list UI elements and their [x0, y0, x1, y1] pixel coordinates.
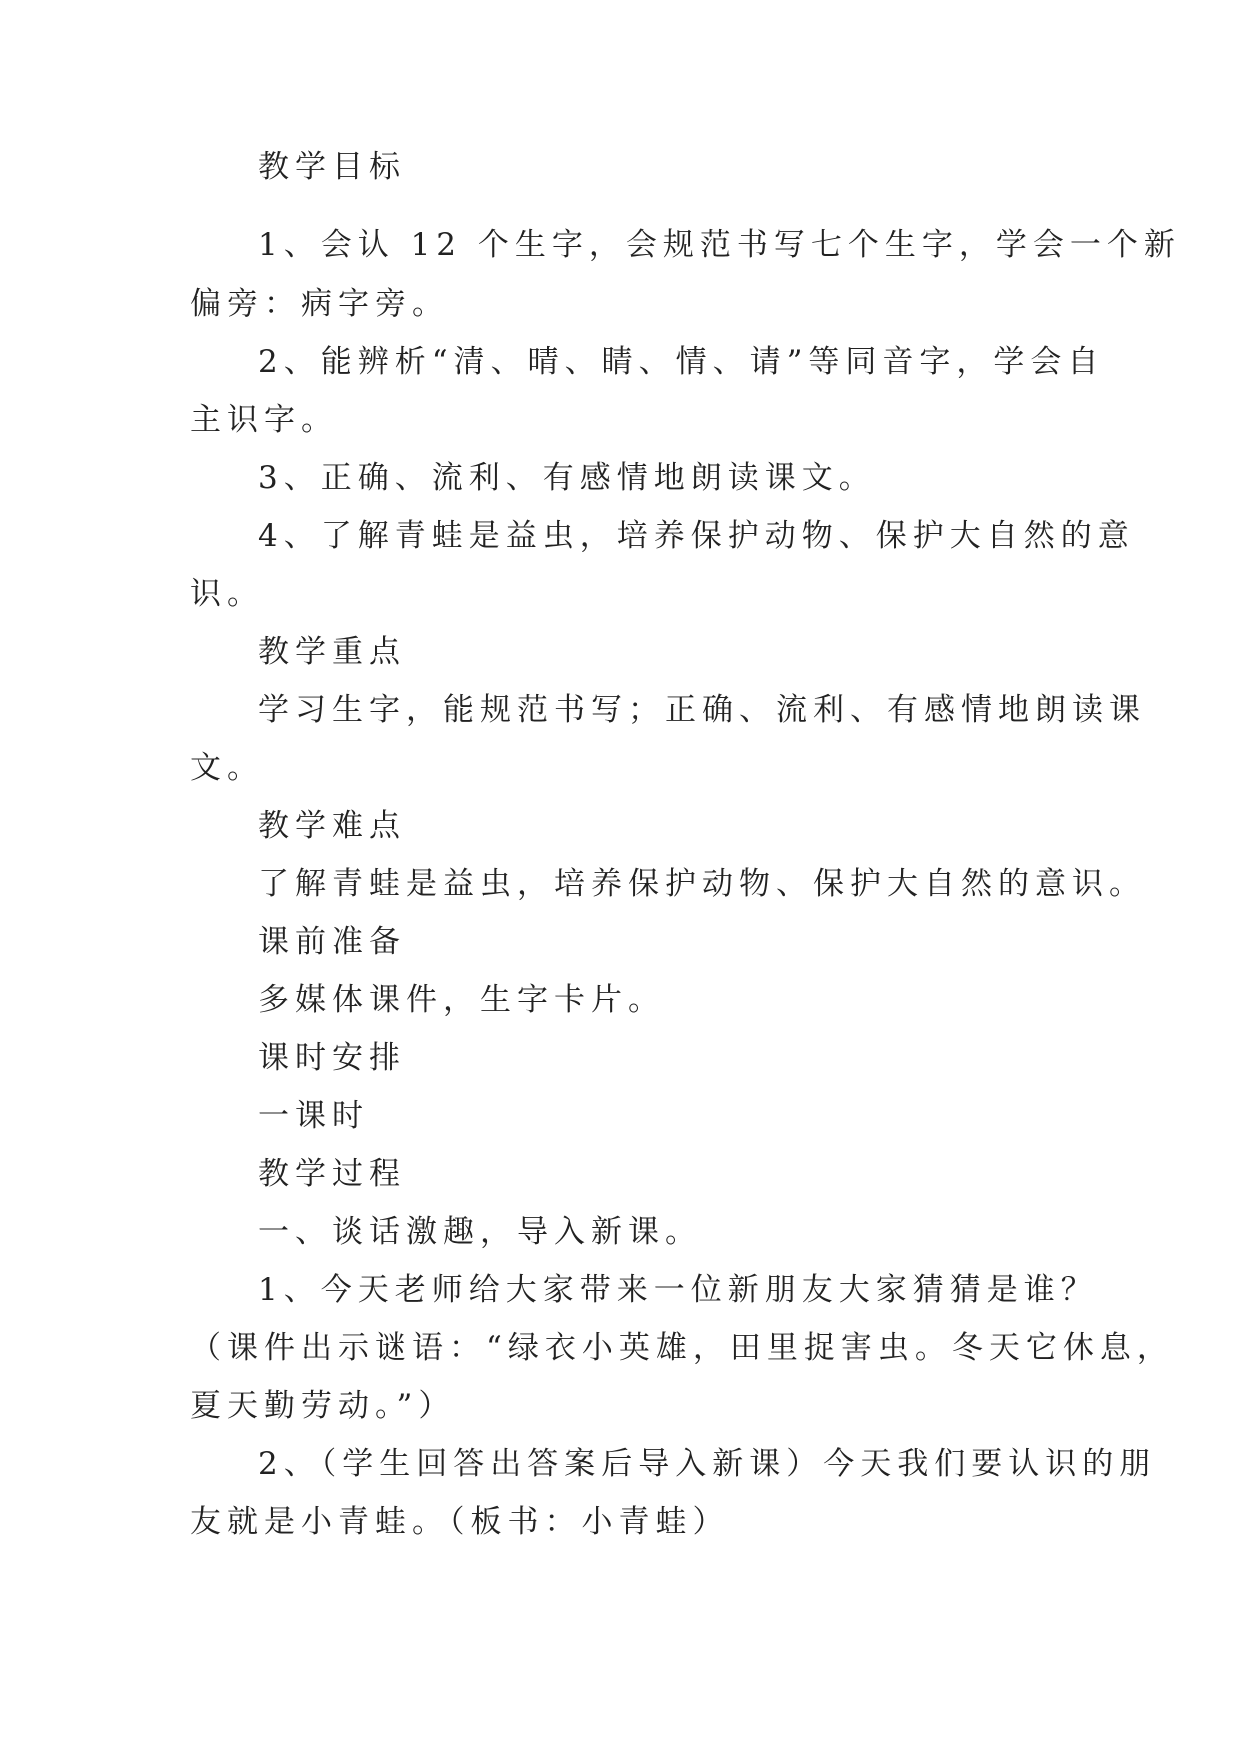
process-step-1-line-1: 1、今天老师给大家带来一位新朋友大家猜猜是谁？	[258, 1272, 1098, 1308]
heading-key-points: 教学重点	[258, 634, 406, 670]
difficulties-text: 了解青蛙是益虫，培养保护动物、保护大自然的意识。	[258, 866, 1146, 902]
goal-2-line-2: 主识字。	[190, 402, 338, 438]
goal-1-line-2: 偏旁：病字旁。	[190, 286, 449, 322]
goal-2-line-1: 2、能辨析“清、晴、睛、情、请”等同音字，学会自	[258, 344, 1105, 380]
goal-1-line-1: 1、会认 12 个生字，会规范书写七个生字，学会一个新	[258, 227, 1181, 263]
heading-preparation: 课前准备	[258, 924, 406, 960]
process-step-2-line-2: 友就是小青蛙。（板书：小青蛙）	[190, 1504, 730, 1540]
goal-3: 3、正确、流利、有感情地朗读课文。	[258, 460, 876, 496]
heading-schedule: 课时安排	[258, 1040, 406, 1076]
process-step-1-line-3: 夏天勤劳动。”）	[190, 1388, 456, 1424]
preparation-text: 多媒体课件，生字卡片。	[258, 982, 665, 1018]
heading-teaching-goals: 教学目标	[258, 149, 406, 185]
key-points-line-1: 学习生字，能规范书写；正确、流利、有感情地朗读课	[258, 692, 1146, 728]
process-step-1-line-2: （课件出示谜语：“绿衣小英雄，田里捉害虫。冬天它休息，	[190, 1330, 1174, 1366]
schedule-text: 一课时	[258, 1098, 369, 1134]
heading-process: 教学过程	[258, 1156, 406, 1192]
goal-4-line-2: 识。	[190, 576, 264, 612]
process-step-2-line-1: 2、（学生回答出答案后导入新课）今天我们要认识的朋	[258, 1446, 1157, 1482]
goal-4-line-1: 4、了解青蛙是益虫，培养保护动物、保护大自然的意	[258, 518, 1135, 554]
process-section-1: 一、谈话激趣，导入新课。	[258, 1214, 702, 1250]
key-points-line-2: 文。	[190, 750, 264, 786]
heading-difficulties: 教学难点	[258, 808, 406, 844]
